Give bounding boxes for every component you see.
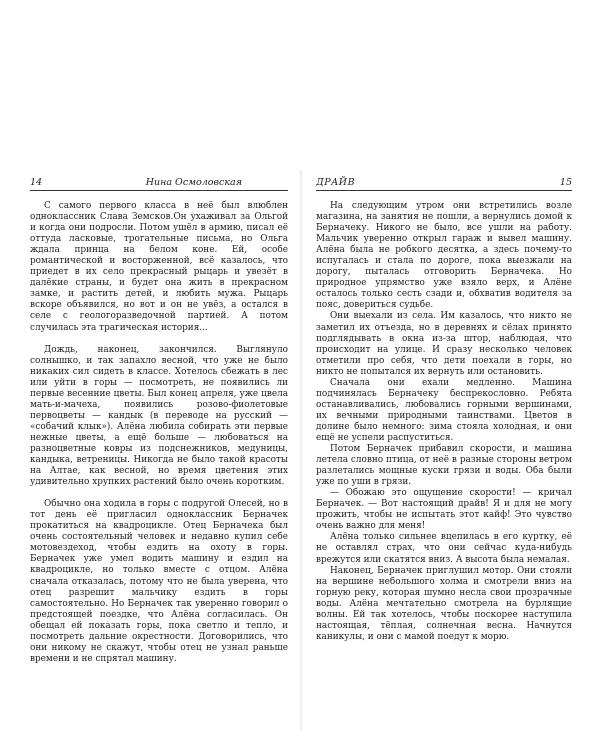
right-paragraph: Потом Берначек прибавил скорости, и машина летела словно птица, от неё в разные стороны ветром разлетались мощные куски грязи и воды. Оба были уже по уши в грязи.	[316, 444, 572, 488]
left-paragraph: Обычно она ходила в горы с подругой Олесей, но в тот день её пригласил одноклассник Берначек прокатиться на квадроцикле. Отец Берначека был очень состоятельный человек и недавно купил себе мотовездеход, чтобы ездить на охоту в горы. Берначек уже умел водить машину и ездил на квадроцикле, но только вместе с отцом. Алёна сначала отказалась, потому что не была уверена, что отец разрешит мальчику ездить в горы самостоятельно. Но Берначек так уверенно говорил о предстоящей поездке, что Алёна согласилась. Он обещал ей показать горы, пока светло и тепло, и посмотреть дальние окрестности. Договорились, что они никому не скажут, чтобы отец не узнал раньше времени и не спрятал машину.	[30, 499, 288, 664]
left-page-text	[30, 201, 288, 665]
left-running-title: Нина Осмоловская	[145, 177, 242, 188]
left-running-head	[30, 176, 288, 191]
left-page	[30, 176, 288, 716]
right-paragraph: Алёна только сильнее вцепилась в его куртку, её не оставлял страх, что они сейчас куда-нибудь врежутся или скатятся вниз. А высота была немалая.	[316, 532, 572, 565]
left-paragraph: С самого первого класса в неё был влюблен одноклассник Слава Земсков.Он ухаживал за Ольгой и когда они подросли. Потом ушёл в армию, писал её оттуда ласковые, трогательные письма, но Ольга ждала принца на белом коне. Ей, особе романтической и восторженной, всё казалось, что приедет в их село прекрасный рыцарь и увезёт в далёкие страны, и будет она жить в прекрасном замке, и растить детей, и любить мужа. Рыцарь вскоре объявился, но вот и он не увёз, а остался в селе с геологоразведочной партией. А потом случилась эта трагическая история...	[30, 201, 288, 333]
right-running-title: ДРАЙВ	[316, 177, 356, 188]
right-paragraph: Они выехали из села. Им казалось, что никто не заметил их отъезда, но в деревнях и сёлах принято подглядывать в окна из-за штор, наблюдая, что происходит на улице. И сразу несколько человек отметили про себя, что дети поехали в горы, но никто не попытался их вернуть или остановить.	[316, 311, 572, 377]
right-page-text	[316, 201, 572, 643]
right-paragraph: Наконец, Берначек приглушил мотор. Они стояли на вершине небольшого холма и смотрели вниз на горную реку, которая шумно несла свои прозрачные воды. Алёна мечтательно смотрела на бурлящие волны. Ей так хотелось, чтобы поскорее наступила настоящая, тёплая, солнечная весна. Начнутся каникулы, и они с мамой поедут к морю.	[316, 565, 572, 642]
right-paragraph: — Обожаю это ощущение скорости! — кричал Берначек. — Вот настоящий драйв! Я и для не могу прожить, чтобы не испытать этот кайф! Это чувство очень важно для меня!	[316, 488, 572, 532]
book-gutter	[299, 170, 303, 730]
right-paragraph: Сначала они ехали медленно. Машина подчинялась Берначеку беспрекословно. Ребята останавливались, любовались горными вершинами, их вечными природными таинствами. Цветов в долине было немного: зима стояла холодная, и они ещё не успели распуститься.	[316, 377, 572, 443]
right-page	[316, 176, 572, 716]
left-paragraph: Дождь, наконец, закончился. Выглянуло солнышко, и так запахло весной, что уже не было никаких сил сидеть в классе. Хотелось сбежать в лес или уйти в горы — посмотреть, не появились ли первые весенние цветы. Был конец апреля, уже цвела мать-и-мачеха, появились розово-фиолетовые первоцветы — кандык (в переводе на русский — «собачий клык»). Алёна любила собирать эти первые нежные цветы, а ещё больше — любоваться на разноцветные ковры из подснежников, медуницы, кандыка, ветреницы. Никогда не было такой красоты на Алтае, как весной, но время цветения этих удивительно хрупких растений было очень коротким.	[30, 344, 288, 488]
left-page-number: 14	[30, 177, 43, 188]
right-paragraph: На следующим утром они встретились возле магазина, на занятия не пошли, а вернулись домой к Берначеку. Никого не было, все ушли на работу. Мальчик уверенно открыл гараж и вывел машину. Алёна была не робкого десятка, а здесь почему-то испугалась и стала по дороге, пока выезжали на дорогу, пыталась отговорить Берначека. Но природное упрямство уже взяло верх, и Алёне осталось только сесть сзади и, обхватив водителя за пояс, довериться судьбе.	[316, 201, 572, 311]
right-page-number: 15	[559, 177, 572, 188]
right-running-head	[316, 176, 572, 191]
